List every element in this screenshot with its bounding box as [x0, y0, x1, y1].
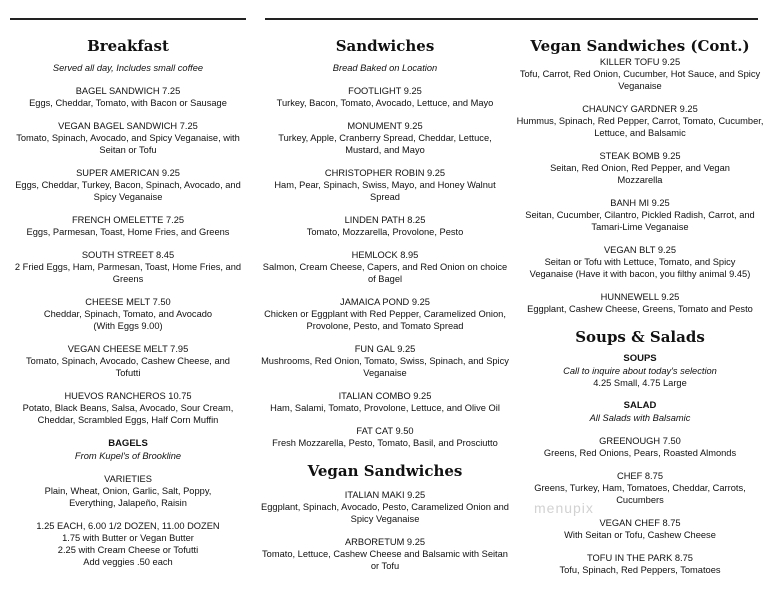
menu-item	[260, 296, 510, 332]
item-desc: Salmon, Cream Cheese, Capers, and Red Onion on choice of Bagel	[262, 262, 508, 284]
item-desc: Eggplant, Cashew Cheese, Greens, Tomato and Pesto	[527, 304, 753, 314]
soups-salads-heading: Soups & Salads	[575, 328, 705, 346]
sandwiches-heading: Sandwiches	[335, 37, 435, 55]
item-name: BANH MI 9.25	[610, 198, 670, 208]
varieties-list: Plain, Wheat, Onion, Garlic, Salt, Poppy, Everything, Jalapeño, Raisin	[44, 486, 212, 508]
item-desc: With Seitan or Tofu, Cashew Cheese	[564, 530, 716, 540]
item-desc: Eggs, Cheddar, Turkey, Bacon, Spinach, Avocado, and Spicy Veganaise	[15, 180, 241, 202]
item-desc: Seitan or Tofu with Lettuce, Tomato, and Spicy Veganaise (Have it with bacon, you filthy animal 9.45)	[529, 257, 751, 279]
bagel-price-line: 1.25 EACH, 6.00 1/2 DOZEN, 11.00 DOZEN	[36, 521, 220, 531]
menu-item	[260, 249, 510, 285]
menu-item	[260, 425, 510, 449]
menu-item	[260, 85, 510, 109]
item-desc: Tofu, Carrot, Red Onion, Cucumber, Hot Sauce, and Spicy Veganaise	[519, 69, 761, 91]
item-name: VEGAN CHEESE MELT 7.95	[67, 344, 189, 354]
item-desc: Fresh Mozzarella, Pesto, Tomato, Basil, and Prosciutto	[272, 438, 498, 448]
item-desc: Tomato, Mozzarella, Provolone, Pesto	[306, 227, 464, 237]
item-desc: Tomato, Spinach, Avocado, and Spicy Veganaise, with Seitan or Tofu	[16, 133, 240, 155]
menu-item	[512, 435, 768, 459]
vegan-cont-column	[512, 30, 768, 576]
item-desc: Eggs, Parmesan, Toast, Home Fries, and Greens	[26, 227, 230, 237]
watermark: menupix	[534, 500, 594, 516]
item-desc: Tomato, Lettuce, Cashew Cheese and Balsamic with Seitan or Tofu	[262, 549, 508, 571]
menu-item	[512, 197, 768, 233]
menu-item	[260, 536, 510, 572]
item-name: GREENOUGH 7.50	[599, 436, 681, 446]
salad-note: All Salads with Balsamic	[589, 413, 691, 423]
bagel-price-line: Add veggies .50 each	[83, 557, 173, 567]
item-name: SUPER AMERICAN 9.25	[76, 168, 180, 178]
item-desc: Turkey, Bacon, Tomato, Avocado, Lettuce, and Mayo	[276, 98, 494, 108]
item-desc: Ham, Salami, Tomato, Provolone, Lettuce, and Olive Oil	[270, 403, 500, 413]
menu-item	[0, 85, 256, 109]
menu-item	[0, 296, 256, 332]
item-name: HUNNEWELL 9.25	[600, 292, 680, 302]
vegan-sandwiches-heading: Vegan Sandwiches	[307, 462, 463, 480]
item-name: FUN GAL 9.25	[354, 344, 416, 354]
menu-item	[0, 249, 256, 285]
breakfast-heading: Breakfast	[87, 37, 169, 55]
item-name: SOUTH STREET 8.45	[81, 250, 175, 260]
menu-item	[260, 214, 510, 238]
item-desc: 2 Fried Eggs, Ham, Parmesan, Toast, Home Fries, and Greens	[14, 262, 242, 284]
menu-item	[0, 167, 256, 203]
varieties-label: VARIETIES	[104, 474, 152, 484]
item-desc: Tofu, Spinach, Red Peppers, Tomatoes	[559, 565, 721, 575]
menu-item	[0, 343, 256, 379]
item-name: STEAK BOMB 9.25	[599, 151, 681, 161]
menu-item	[512, 103, 768, 139]
menu-item	[260, 489, 510, 525]
item-desc: Tomato, Spinach, Avocado, Cashew Cheese, and Tofutti	[26, 356, 230, 378]
item-desc: Eggs, Cheddar, Tomato, with Bacon or Sausage	[29, 98, 227, 108]
menu-item	[260, 120, 510, 156]
breakfast-note: Served all day, Includes small coffee	[52, 63, 204, 73]
top-rule-left	[10, 18, 246, 20]
item-name: FAT CAT 9.50	[356, 426, 414, 436]
item-name: CHRISTOPHER ROBIN 9.25	[324, 168, 446, 178]
item-name: FOOTLIGHT 9.25	[348, 86, 422, 96]
item-name: CHEF 8.75	[617, 471, 663, 481]
bagel-price-line: 1.75 with Butter or Vegan Butter	[62, 533, 194, 543]
item-name: VEGAN BAGEL SANDWICH 7.25	[58, 121, 198, 131]
item-desc: Greens, Red Onions, Pears, Roasted Almonds	[543, 448, 737, 458]
item-name: ITALIAN COMBO 9.25	[338, 391, 432, 401]
item-desc: Chicken or Eggplant with Red Pepper, Caramelized Onion, Provolone, Pesto, and Tomato Spread	[264, 309, 506, 331]
salad-label: SALAD	[623, 400, 657, 411]
menu-item	[512, 291, 768, 315]
item-name: ITALIAN MAKI 9.25	[344, 490, 426, 500]
menu-item	[260, 167, 510, 203]
item-name: FRENCH OMELETTE 7.25	[71, 215, 185, 225]
item-name: CHAUNCY GARDNER 9.25	[582, 104, 698, 114]
item-name: KILLER TOFU 9.25	[599, 57, 681, 67]
item-name: MONUMENT 9.25	[347, 121, 423, 131]
menu-item	[0, 214, 256, 238]
item-desc: Seitan, Red Onion, Red Pepper, and Vegan Mozzarella	[550, 163, 730, 185]
breakfast-column	[0, 30, 256, 568]
item-desc: Seitan, Cucumber, Cilantro, Pickled Radish, Carrot, and Tamari-Lime Veganaise	[525, 210, 755, 232]
item-desc: Potato, Black Beans, Salsa, Avocado, Sour Cream, Cheddar, Scrambled Eggs, Half Corn Muffin	[22, 403, 234, 425]
item-desc: Mushrooms, Red Onion, Tomato, Swiss, Spinach, and Spicy Veganaise	[261, 356, 509, 378]
sandwiches-column	[260, 30, 510, 572]
item-name: JAMAICA POND 9.25	[340, 297, 430, 307]
soups-price: 4.25 Small, 4.75 Large	[593, 378, 687, 388]
item-name: HEMLOCK 8.95	[351, 250, 419, 260]
menu-item	[512, 552, 768, 576]
menu-item	[0, 120, 256, 156]
bagel-price-line: 2.25 with Cream Cheese or Tofutti	[57, 545, 199, 555]
top-rule-right	[265, 18, 758, 20]
menu-item	[512, 150, 768, 186]
item-name: BAGEL SANDWICH 7.25	[75, 86, 181, 96]
item-name: HUEVOS RANCHEROS 10.75	[64, 391, 192, 401]
menu-item	[512, 244, 768, 280]
item-desc: Ham, Pear, Spinach, Swiss, Mayo, and Honey Walnut Spread	[274, 180, 496, 202]
menu-item	[512, 56, 768, 92]
soups-label: SOUPS	[623, 353, 657, 364]
item-name: CHEESE MELT 7.50	[85, 297, 171, 307]
bagels-heading: BAGELS	[108, 438, 148, 449]
menu-item	[260, 390, 510, 414]
bagel-prices	[0, 520, 256, 568]
sandwiches-note: Bread Baked on Location	[332, 63, 438, 73]
item-desc: Hummus, Spinach, Red Pepper, Carrot, Tomato, Cucumber, Lettuce, and Balsamic	[516, 116, 764, 138]
menu-item	[512, 517, 768, 541]
item-name: LINDEN PATH 8.25	[344, 215, 426, 225]
menu-item	[260, 343, 510, 379]
item-name: ARBORETUM 9.25	[344, 537, 426, 547]
item-desc: Turkey, Apple, Cranberry Spread, Cheddar, Lettuce, Mustard, and Mayo	[278, 133, 492, 155]
bagels-source: From Kupel's of Brookline	[74, 451, 182, 461]
vegan-cont-heading: Vegan Sandwiches (Cont.)	[530, 37, 750, 55]
item-desc: Greens, Turkey, Ham, Tomatoes, Cheddar, Carrots, Cucumbers	[534, 483, 746, 505]
menu-item	[0, 390, 256, 426]
item-desc: Eggplant, Spinach, Avocado, Pesto, Caramelized Onion and Spicy Veganaise	[261, 502, 509, 524]
item-name: TOFU IN THE PARK 8.75	[587, 553, 693, 563]
item-desc: Cheddar, Spinach, Tomato, and Avocado (With Eggs 9.00)	[43, 309, 213, 331]
item-name: VEGAN BLT 9.25	[603, 245, 676, 255]
soups-note: Call to inquire about today's selection	[563, 366, 717, 376]
item-name: VEGAN CHEF 8.75	[599, 518, 681, 528]
